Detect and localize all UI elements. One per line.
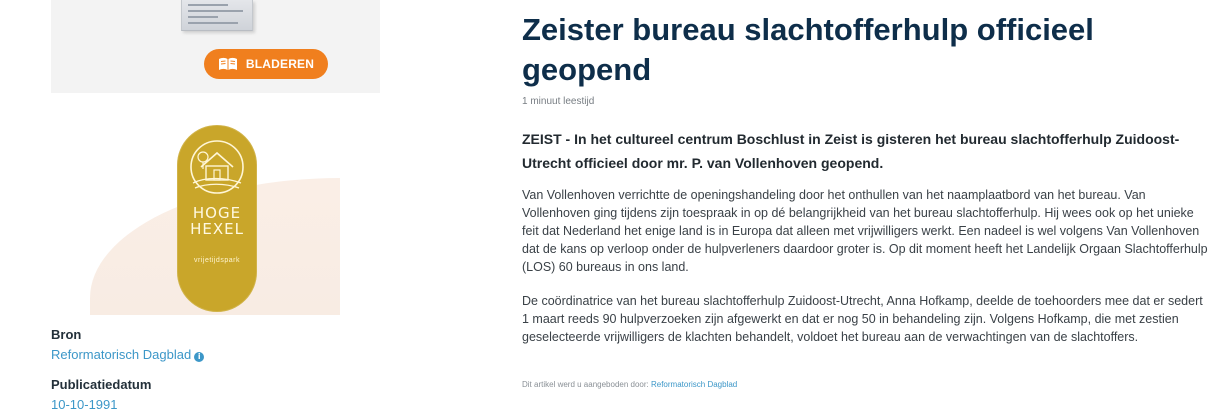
newspaper-thumbnail[interactable] <box>181 0 253 31</box>
hoge-hexel-logo <box>177 125 257 312</box>
ad-brand-name <box>177 205 257 237</box>
newspaper-preview-card <box>51 0 380 93</box>
ad-brand-line-2: HEXEL <box>190 220 244 238</box>
ad-tagline: vrijetijdspark <box>194 257 240 264</box>
book-icon <box>218 57 238 71</box>
browse-button-label: BLADEREN <box>245 57 315 71</box>
article-credit <box>522 380 737 389</box>
source-link[interactable] <box>51 347 204 362</box>
article-lead: ZEIST - In het cultureel centrum Boschlust in Zeist is gisteren het bureau slachtofferhulp Zuidoost-Utrecht officieel door mr. P. van Vollenhoven geopend. <box>522 131 1180 171</box>
browse-button[interactable] <box>204 49 328 79</box>
advertisement-banner[interactable] <box>90 120 340 315</box>
article-title: Zeister bureau slachtofferhulp officieel geopend <box>522 12 1094 87</box>
credit-source-link[interactable]: Reformatorisch Dagblad <box>650 380 738 389</box>
article-paragraph: De coördinatrice van het bureau slachtofferhulp Zuidoost-Utrecht, Anna Hofkamp, deelde de toehoorders mee dat er sedert 1 maart reeds 90 hulpverzoeken zijn afgewerkt en dat er nog 50 in behandeling zijn. Volgens Hofkamp, die met zestien geselecteerde vrijwilligers de klachten behandelt, voldoet het bureau aan de verwachtingen van de slachtoffers. <box>522 294 1203 344</box>
publication-date-link[interactable]: 10-10-1991 <box>51 397 118 412</box>
publication-date-label: Publicatiedatum <box>51 377 152 392</box>
article-paragraph: Van Vollenhoven verrichtte de openingshandeling door het onthullen van het naamplaatbord van het bureau. Van Vollenhoven ging tijdens zijn toespraak in op dé belangrijkheid van het bureau slachtofferhulp. Hij wees ook op het unieke feit dat Nederland het enige land is in Europa dat alleen met vrijwilligers werkt. Een nadeel is wel volgens Van Vollenhoven dat de kans op verloop onder de hulpverleners daardoor groter is. Op dit moment heeft het Landelijk Orgaan Slachtofferhulp (LOS) 60 bureaus in ons land. <box>522 188 1208 274</box>
credit-prefix: Dit artikel werd u aangeboden door: <box>522 380 649 389</box>
source-label: Bron <box>51 327 82 342</box>
source-link-text: Reformatorisch Dagblad <box>51 347 192 362</box>
farmhouse-icon <box>189 137 245 202</box>
read-time: 1 minuut leestijd <box>522 96 595 107</box>
ad-brand-line-1: HOGE <box>192 204 242 222</box>
info-icon[interactable]: i <box>194 352 204 362</box>
